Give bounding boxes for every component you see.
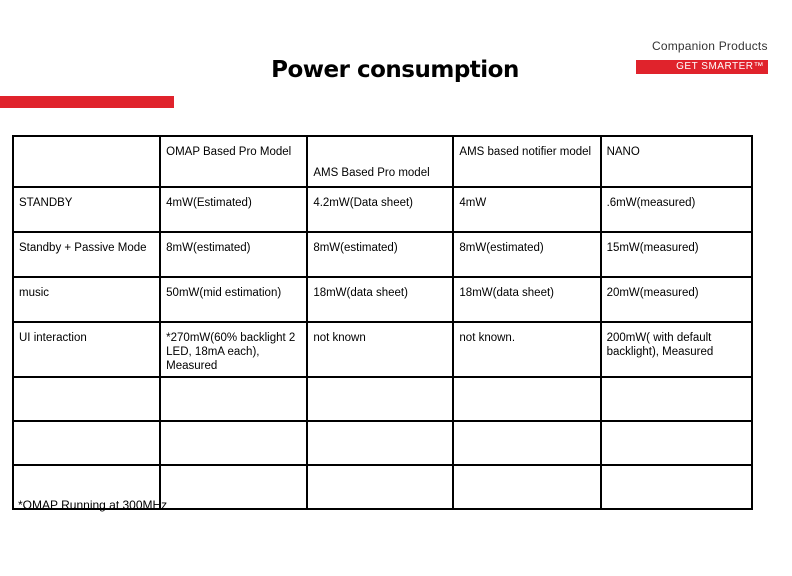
table-cell-empty [13, 377, 160, 421]
table-cell: 8mW(estimated) [160, 232, 307, 277]
table-cell-empty [160, 377, 307, 421]
accent-bar [0, 96, 174, 108]
table-cell: music [13, 277, 160, 322]
table-header-cell: NANO [601, 136, 752, 187]
table-cell-empty [453, 377, 600, 421]
table-header-cell: AMS Based Pro model [307, 136, 453, 187]
table-cell-empty [160, 421, 307, 465]
table-cell: 4mW(Estimated) [160, 187, 307, 232]
table-cell: not known [307, 322, 453, 377]
brand-tagline-top: Companion Products [652, 39, 768, 53]
table-cell: not known. [453, 322, 600, 377]
table-cell-empty [453, 465, 600, 509]
table-cell: *270mW(60% backlight 2 LED, 18mA each), Measured [160, 322, 307, 377]
table-cell: STANDBY [13, 187, 160, 232]
table-cell-empty [13, 421, 160, 465]
table-cell: .6mW(measured) [601, 187, 752, 232]
table-cell-empty [160, 465, 307, 509]
brand-logo-bar: GET SMARTER™ [636, 60, 768, 74]
slide-title: Power consumption [271, 57, 519, 83]
table-cell-empty [601, 465, 752, 509]
table-row [13, 187, 752, 232]
table-cell: 4.2mW(Data sheet) [307, 187, 453, 232]
table-row [13, 277, 752, 322]
table-cell: 4mW [453, 187, 600, 232]
table-cell: 200mW( with default backlight), Measured [601, 322, 752, 377]
table-cell: 8mW(estimated) [307, 232, 453, 277]
footnote: *OMAP Running at 300MHz [18, 498, 168, 512]
table-cell: UI interaction [13, 322, 160, 377]
table-cell: 8mW(estimated) [453, 232, 600, 277]
power-consumption-table [12, 135, 753, 510]
table-cell-empty [307, 421, 453, 465]
table-cell: 18mW(data sheet) [307, 277, 453, 322]
table-cell-empty [601, 421, 752, 465]
table-cell: 20mW(measured) [601, 277, 752, 322]
table-cell: 50mW(mid estimation) [160, 277, 307, 322]
table-header-cell: AMS based notifier model [453, 136, 600, 187]
table-row [13, 322, 752, 377]
table-row-empty [13, 377, 752, 421]
table-header-row [13, 136, 752, 187]
table-header-cell: OMAP Based Pro Model [160, 136, 307, 187]
table-header-cell [13, 136, 160, 187]
table-row [13, 232, 752, 277]
table-cell: 18mW(data sheet) [453, 277, 600, 322]
table-cell-empty [307, 465, 453, 509]
table-row-empty [13, 421, 752, 465]
table-cell: Standby + Passive Mode [13, 232, 160, 277]
table-cell-empty [453, 421, 600, 465]
table-cell: 15mW(measured) [601, 232, 752, 277]
table-cell-empty [601, 377, 752, 421]
table-cell-empty [307, 377, 453, 421]
